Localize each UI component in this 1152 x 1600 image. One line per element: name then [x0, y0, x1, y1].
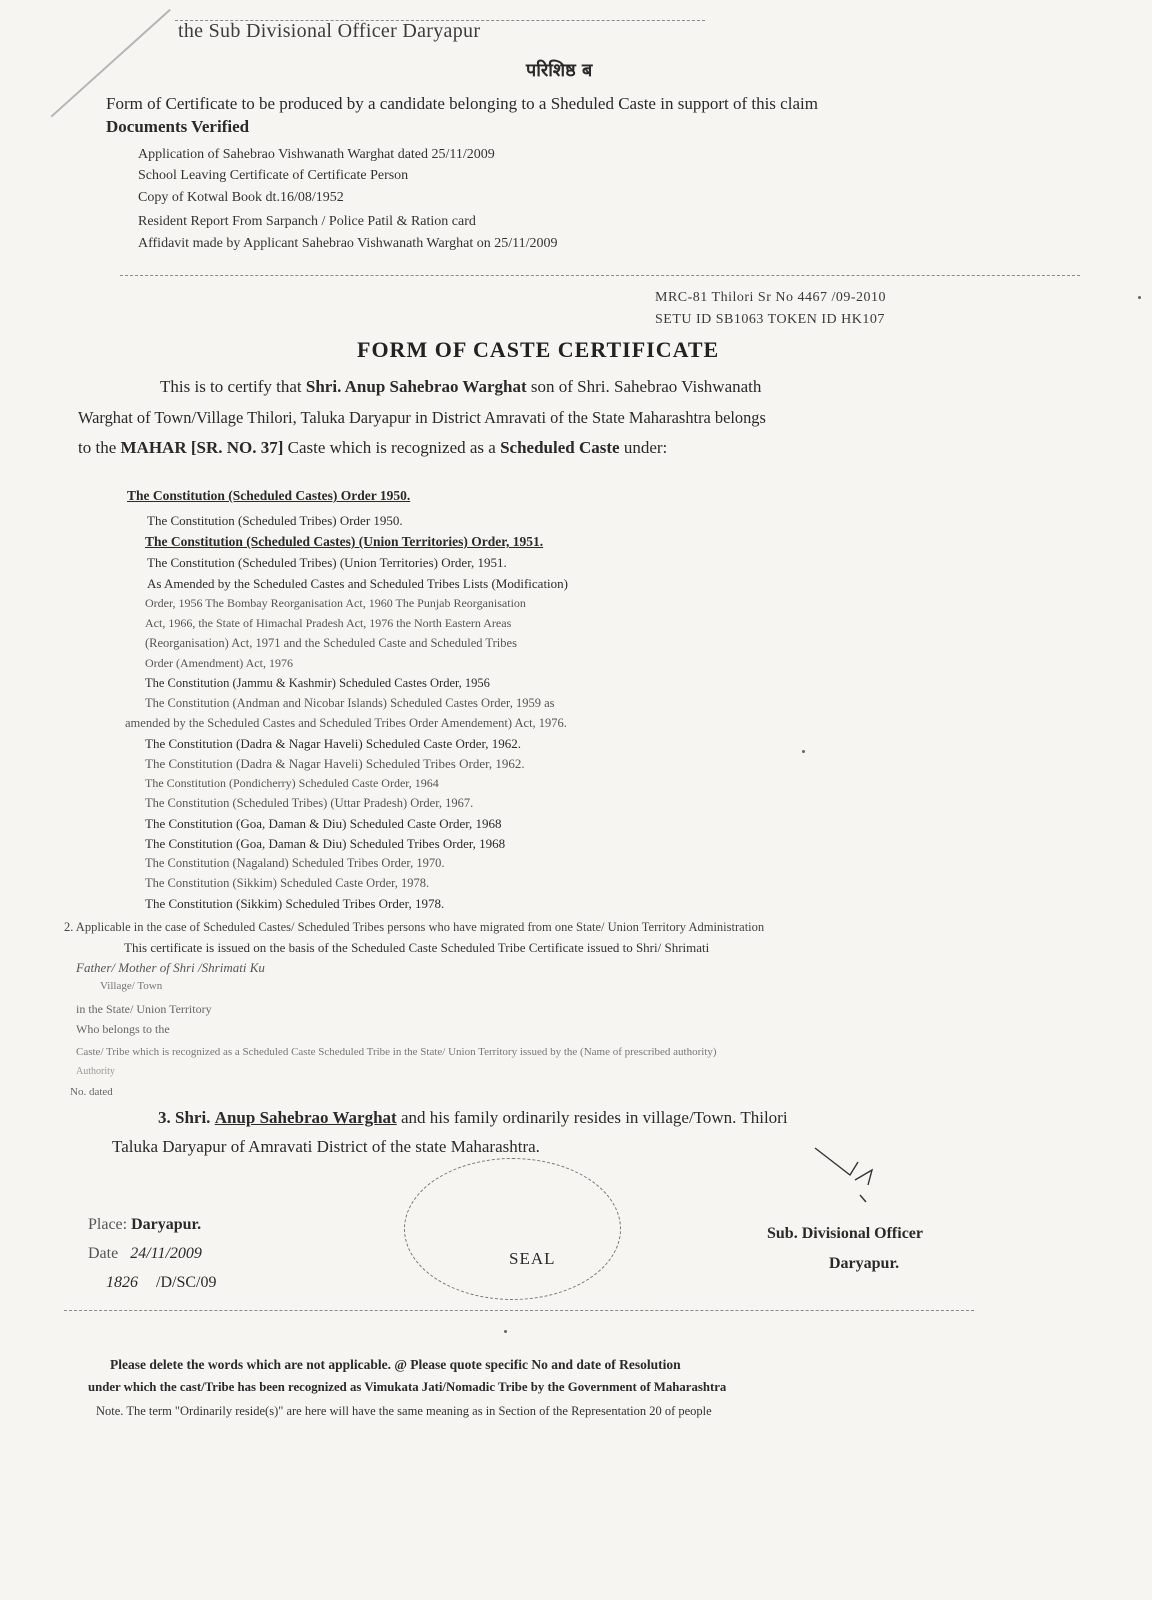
residence-text: and his family ordinarily resides in village/Town. Thilori — [400, 1108, 788, 1127]
candidate-name: Anup Sahebrao Warghat — [214, 1108, 397, 1127]
order-line: As Amended by the Scheduled Castes and Scheduled Tribes Lists (Modification) — [147, 576, 569, 591]
order-line: The Constitution (Andman and Nicobar Islands) Scheduled Castes Order, 1959 as — [145, 696, 555, 710]
date-value: 24/11/2009 — [130, 1245, 202, 1262]
order-line: Act, 1966, the State of Himachal Pradesh Act, 1976 the North Eastern Areas — [145, 616, 512, 630]
certify-text: Caste which is recognized as a — [287, 438, 496, 457]
document-item: School Leaving Certificate of Certificate Person — [138, 168, 409, 183]
date-row — [88, 1245, 202, 1263]
order-line: The Constitution (Scheduled Tribes) (Union Territories) Order, 1951. — [147, 555, 507, 570]
order-line: The Constitution (Sikkim) Scheduled Tribes Order, 1978. — [145, 896, 445, 911]
caste-category: Scheduled Caste — [500, 438, 620, 457]
order-line: The Constitution (Jammu & Kashmir) Scheduled Castes Order, 1956 — [145, 676, 490, 690]
order-line: The Constitution (Scheduled Tribes) (Uttar Pradesh) Order, 1967. — [145, 796, 474, 810]
document-item: Copy of Kotwal Book dt.16/08/1952 — [138, 190, 344, 205]
footer-divider — [64, 1310, 974, 1311]
order-heading: The Constitution (Scheduled Castes) Order 1950. — [127, 488, 411, 503]
order-line: The Constitution (Scheduled Tribes) Order 1950. — [147, 513, 403, 528]
order-line: The Constitution (Goa, Daman & Diu) Scheduled Caste Order, 1968 — [145, 816, 502, 831]
place-row — [88, 1216, 201, 1234]
order-line: The Constitution (Scheduled Castes) (Union Territories) Order, 1951. — [145, 534, 544, 549]
order-line: amended by the Scheduled Castes and Scheduled Tribes Order Amendement) Act, 1976. — [125, 716, 567, 730]
order-line: The Constitution (Nagaland) Scheduled Tribes Order, 1970. — [145, 856, 445, 870]
outward-number-value: 1826 — [106, 1274, 138, 1291]
scan-speck — [504, 1330, 507, 1333]
certify-text: under: — [623, 438, 668, 457]
residence-line-1 — [158, 1108, 788, 1128]
document-item: Application of Sahebrao Vishwanath Warghat dated 25/11/2009 — [138, 147, 495, 162]
form-intro: Form of Certificate to be produced by a candidate belonging to a Sheduled Caste in support of this claim — [106, 94, 818, 113]
scan-speck — [802, 750, 805, 753]
migration-blank-line: Authority — [76, 1066, 115, 1077]
certify-text: son of Shri. Sahebrao Vishwanath — [530, 377, 762, 396]
place-value: Daryapur. — [131, 1216, 202, 1233]
certify-line-1 — [160, 377, 761, 397]
migration-blank-line: Who belongs to the — [76, 1022, 170, 1036]
certify-text: to the — [78, 438, 117, 457]
outward-number — [106, 1274, 216, 1292]
residence-line-2: Taluka Daryapur of Amravati District of the state Maharashtra. — [112, 1137, 540, 1156]
certify-text: This is to certify that — [160, 377, 302, 396]
order-line: The Constitution (Sikkim) Scheduled Caste Order, 1978. — [145, 876, 430, 890]
officer-place: Daryapur. — [829, 1255, 900, 1272]
officer-signature-scribble — [810, 1140, 920, 1210]
order-line: The Constitution (Goa, Daman & Diu) Scheduled Tribes Order, 1968 — [145, 836, 506, 851]
setu-token-id: SETU ID SB1063 TOKEN ID HK107 — [655, 312, 885, 327]
reference-number: MRC-81 Thilori Sr No 4467 /09-2010 — [655, 290, 887, 305]
migration-blank-line: Village/ Town — [100, 980, 163, 992]
order-line: (Reorganisation) Act, 1971 and the Scheduled Caste and Scheduled Tribes — [145, 636, 517, 650]
order-line: The Constitution (Dadra & Nagar Haveli) Scheduled Caste Order, 1962. — [145, 736, 522, 751]
documents-heading: Documents Verified — [106, 117, 250, 136]
residence-text: 3. Shri. — [158, 1108, 211, 1127]
date-label: Date — [88, 1245, 119, 1262]
certify-line-3 — [78, 438, 667, 458]
migration-blank-line: in the State/ Union Territory — [76, 1002, 212, 1016]
scan-speck — [1138, 296, 1141, 299]
hindi-annexure-mark: परिशिष्ठ ब — [526, 60, 593, 81]
caste-name: MAHAR [SR. NO. 37] — [120, 438, 284, 457]
migration-blank-line: No. dated — [70, 1086, 113, 1098]
document-item: Affidavit made by Applicant Sahebrao Vishwanath Warghat on 25/11/2009 — [138, 236, 558, 251]
order-line: Order (Amendment) Act, 1976 — [145, 656, 293, 670]
certificate-title: FORM OF CASTE CERTIFICATE — [357, 337, 720, 362]
candidate-name: Shri. Anup Sahebrao Warghat — [305, 377, 527, 396]
migration-clause: This certificate is issued on the basis of the Scheduled Caste Scheduled Tribe Certificate issued to Shri/ Shrimati — [124, 940, 710, 955]
footer-note: under which the cast/Tribe has been recognized as Vimukata Jati/Nomadic Tribe by the Government of Maharashtra — [88, 1380, 727, 1394]
place-label: Place: — [88, 1216, 128, 1233]
office-seal — [404, 1158, 621, 1300]
certify-line-2: Warghat of Town/Village Thilori, Taluka Daryapur in District Amravati of the State Maharashtra belongs — [78, 408, 766, 427]
migration-blank-line: Father/ Mother of Shri /Shrimati Ku — [76, 960, 265, 975]
migration-blank-line: Caste/ Tribe which is recognized as a Scheduled Caste Scheduled Tribe in the State/ Union Territory issued by the (Name of prescribed authority) — [76, 1046, 717, 1058]
seal-label: SEAL — [509, 1249, 556, 1268]
section-divider — [120, 275, 1080, 276]
footer-note: Note. The term "Ordinarily reside(s)" are here will have the same meaning as in Section of the Representation 20 of people — [96, 1404, 712, 1418]
document-item: Resident Report From Sarpanch / Police Patil & Ration card — [138, 214, 476, 229]
migration-clause: 2. Applicable in the case of Scheduled Castes/ Scheduled Tribes persons who have migrated from one State/ Union Territory Administration — [64, 920, 765, 934]
officer-title: Sub. Divisional Officer — [767, 1225, 924, 1242]
order-line: The Constitution (Pondicherry) Scheduled Caste Order, 1964 — [145, 776, 439, 790]
outward-number-suffix: /D/SC/09 — [156, 1274, 217, 1291]
office-heading: the Sub Divisional Officer Daryapur — [178, 20, 481, 42]
footer-note: Please delete the words which are not applicable. @ Please quote specific No and date of Resolution — [110, 1357, 681, 1372]
order-line: Order, 1956 The Bombay Reorganisation Act, 1960 The Punjab Reorganisation — [145, 596, 526, 610]
order-line: The Constitution (Dadra & Nagar Haveli) Scheduled Tribes Order, 1962. — [145, 756, 525, 771]
